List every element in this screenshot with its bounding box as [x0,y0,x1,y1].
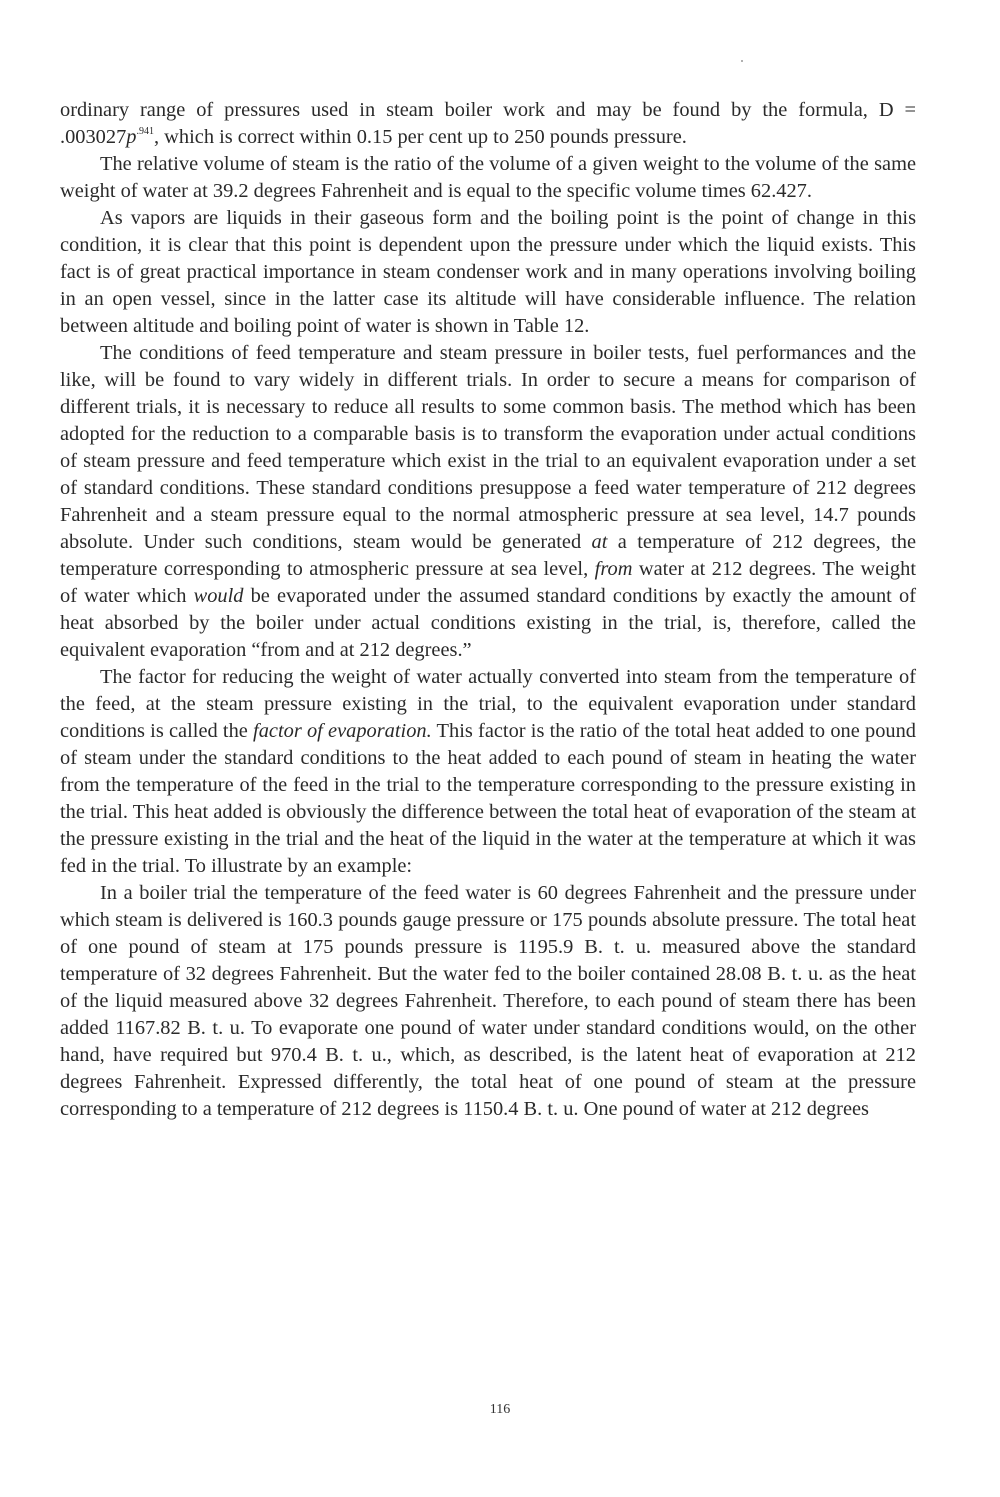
emphasis-text: factor of evaporation. [253,720,432,742]
emphasis-text: p [126,126,137,148]
emphasis-text: would [193,585,244,607]
emphasis-text: at [591,531,608,553]
paragraph [60,151,916,205]
paragraph [60,880,916,1123]
text-run: The relative volume of steam is the ratio of the volume of a given weight to the volume of the same weight of water at 39.2 degrees Fahrenheit and is equal to the specific volume times 62.427. [60,153,916,202]
paragraph [60,664,916,880]
paragraph [60,97,916,151]
emphasis-text: from [594,558,633,580]
text-run: The factor for reducing the weight of water actually converted into steam from the temperature of the feed, at the steam pressure existing in the trial, to the equivalent evaporation under standard conditions is called the [60,666,916,742]
text-run: , which is correct within 0.15 per cent up to 250 pounds pressure. [153,126,687,148]
paragraph [60,340,916,664]
text-run: The conditions of feed temperature and steam pressure in boiler tests, fuel performances and the like, will be found to vary widely in different trials. In order to secure a means for comparison of different trials, it is necessary to reduce all results to some common basis. The method which has been adopted for the reduction to a comparable basis is to transform the evaporation under actual conditions of steam pressure and feed temperature which exist in the trial to an equivalent evaporation under a set of standard conditions. These standard conditions presuppose a feed water temperature of 212 degrees Fahrenheit and a steam pressure equal to the normal atmospheric pressure at sea level, 14.7 pounds absolute. Under such conditions, steam would be generated [60,342,916,553]
text-run: In a boiler trial the temperature of the feed water is 60 degrees Fahrenheit and the pressure under which steam is delivered is 160.3 pounds gauge pressure or 175 pounds absolute pressure. The total heat of one pound of steam at 175 pounds pressure is 1195.9 B. t. u. measured above the standard temperature of 32 degrees Fahrenheit. But the water fed to the boiler contained 28.08 B. t. u. as the heat of the liquid measured above 32 degrees Fahrenheit. Therefore, to each pound of steam there has been added 1167.82 B. t. u. To evaporate one pound of water under standard conditions would, on the other hand, have required but 970.4 B. t. u., which, as described, is the latent heat of evaporation at 212 degrees Fahrenheit. Expressed differently, the total heat of one pound of steam at the pressure corresponding to a temperature of 212 degrees is 1150.4 B. t. u. One pound of water at 212 degrees [60,882,916,1120]
text-run: water at 212 degrees. The weight of water which [60,558,916,607]
page-body [60,97,916,1123]
text-run: be evaporated under the assumed standard conditions by exactly the amount of heat absorbed by the boiler under actual conditions existing in the trial, is, therefore, called the equivalent evaporation “from and at 212 degrees.” [60,585,916,661]
speck-mark [741,60,743,62]
text-run: As vapors are liquids in their gaseous form and the boiling point is the point of change in this condition, it is clear that this point is dependent upon the pressure under which the liquid exists. This fact is of great practical importance in steam condenser work and in many operations involving boiling in an open vessel, since in the latter case its altitude will have considerable influence. The relation between altitude and boiling point of water is shown in Table 12. [60,207,916,337]
text-run: ordinary range of pressures used in steam boiler work and may be found by the formula, D = .003027 [60,99,916,148]
exponent-text: .941 [136,126,154,137]
text-run: a temperature of 212 degrees, the temperature corresponding to atmospheric pressure at sea level, [60,531,916,580]
paragraph [60,205,916,340]
page-number: 116 [489,1402,511,1417]
text-run: This factor is the ratio of the total heat added to one pound of steam under the standard conditions to the heat added to each pound of steam in heating the water from the temperature of the feed in the trial to the temperature corresponding to the pressure existing in the trial. This heat added is obviously the difference between the total heat of evaporation of the steam at the pressure existing in the trial and the heat of the liquid in the water at the temperature at which it was fed in the trial. To illustrate by an example: [60,720,916,877]
